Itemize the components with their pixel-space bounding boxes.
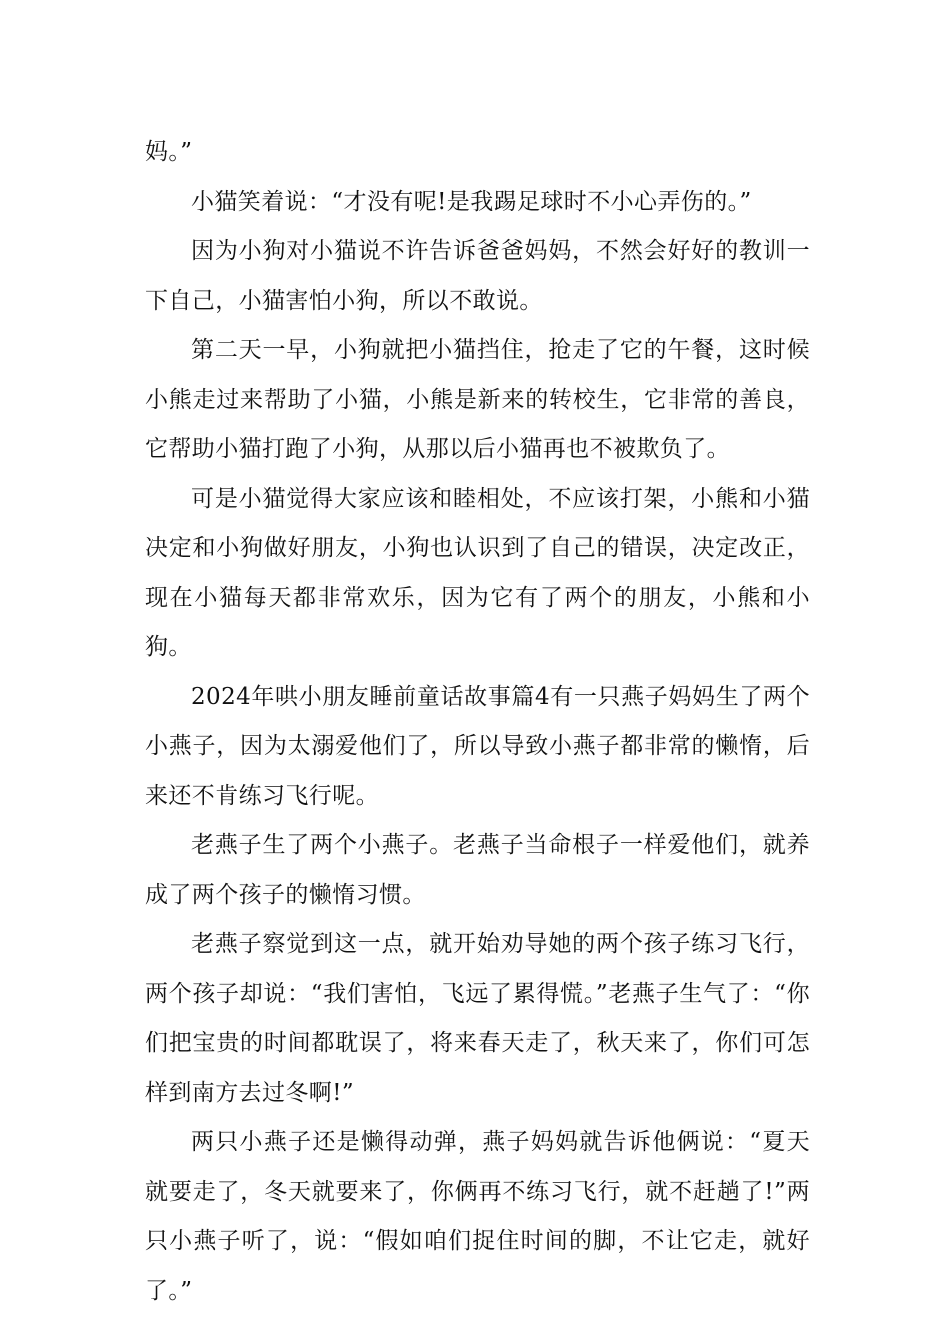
paragraph-6: 2024年哄小朋友睡前童话故事篇4有一只燕子妈妈生了两个小燕子，因为太溺爱他们了，所以导致小燕子都非常的懒惰，后来还不肯练习飞行呢。: [145, 683, 810, 809]
paragraph-5: 可是小猫觉得大家应该和睦相处，不应该打架，小熊和小猫决定和小狗做好朋友，小狗也认识到了自己的错误，决定改正，现在小猫每天都非常欢乐，因为它有了两个的朋友，小熊和小狗。: [145, 485, 810, 660]
document-body: [145, 128, 810, 1316]
paragraph-9: 两只小燕子还是懒得动弹，燕子妈妈就告诉他俩说：“夏天就要走了，冬天就要来了，你俩再不练习飞行，就不赶趟了!”两只小燕子听了，说：“假如咱们捉住时间的脚，不让它走，就好了。”: [145, 1129, 810, 1304]
paragraph-1: 妈。”: [145, 139, 193, 165]
paragraph-8: 老燕子察觉到这一点，就开始劝导她的两个孩子练习飞行，两个孩子却说：“我们害怕，飞远了累得慌。”老燕子生气了：“你们把宝贵的时间都耽误了，将来春天走了，秋天来了，你们可怎样到南方去过冬啊!”: [145, 931, 810, 1106]
paragraph-7: 老燕子生了两个小燕子。老燕子当命根子一样爱他们，就养成了两个孩子的懒惰习惯。: [145, 832, 810, 908]
paragraph-2: 小猫笑着说：“才没有呢!是我踢足球时不小心弄伤的。”: [191, 188, 752, 215]
paragraph-4: 第二天一早，小狗就把小猫挡住，抢走了它的午餐，这时候小熊走过来帮助了小猫，小熊是新来的转校生，它非常的善良，它帮助小猫打跑了小狗，从那以后小猫再也不被欺负了。: [145, 337, 810, 462]
paragraph-3: 因为小狗对小猫说不许告诉爸爸妈妈，不然会好好的教训一下自己，小猫害怕小狗，所以不敢说。: [145, 238, 810, 314]
